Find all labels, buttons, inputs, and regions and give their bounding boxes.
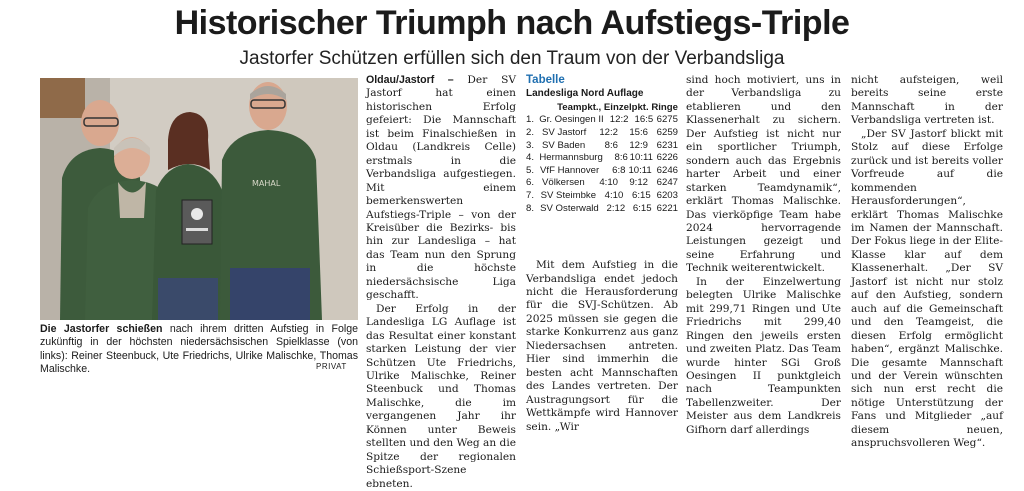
- table-header: Teampkt., Einzelpkt. Ringe: [557, 101, 678, 113]
- single-points: 6:15: [631, 189, 651, 201]
- col1-paragraph-1: Der SV Jastorf hat einen historischen Erfolg gefeiert: Die Mannschaft ist beim Finalschießen in Oldau (Landkreis Celle) erstmals in die Verbandsliga aufgestiegen. Mit einem bemerkenswerten Aufstiegs-Triple – von der Kreisüber die Bezirks- bis hin zur Landesliga – hat das Team nun den Sprung in die höchste niedersächsische Liga geschafft.: [366, 74, 516, 302]
- team-points: 4:10: [604, 189, 624, 201]
- col1-paragraph-2: Der Erfolg in der Landesliga LG Auflage ist das Resultat einer konstant starken Leistung der vier Schützen Ute Friedrichs, Ulrike Malischke, Reiner Steenbuck und Thomas Malischke, die im vergangenen Jahr ihr Können unter Beweis stellten und den Weg an die Spitze der regionalen Schießsport-Szene ebneten.: [366, 302, 516, 490]
- table-title: Tabelle: [526, 74, 565, 86]
- rings: 6275: [656, 114, 678, 126]
- single-points: 10:11: [629, 152, 653, 164]
- rank: 8.: [526, 202, 535, 214]
- col3-paragraph-1: sind hoch motiviert, uns in der Verbandsliga zu etablieren und den Klassenerhalt zu sichern. Der Aufstieg ist nicht nur ein sportlicher Triumph, sondern auch das Ergebnis harter Arbeit und einer starken Teamdynamik“, erklärt Thomas Malischke. Das vierköpfige Team habe 2024 hervorragende Leistungen gezeigt und seine Erfahrung und Technik weiterentwickelt.: [686, 74, 841, 275]
- photo-caption: [40, 323, 358, 377]
- col4-paragraph-1: nicht aufsteigen, weil bereits seine erste Mannschaft in der Verbandsliga vertreten ist.: [851, 74, 1003, 127]
- single-points: 12:9: [629, 139, 648, 151]
- caption-text: nach ihrem dritten Aufstieg in Folge zukünftig in der höchsten niedersächsischen Spielklasse (von links): Reiner Steenbuck, Ute Friedrichs, Ulrike Malischke, Thomas Malischke.: [40, 323, 358, 376]
- team: SV Osterwald: [540, 202, 599, 214]
- table-subtitle: Landesliga Nord Auflage: [526, 88, 644, 100]
- rings: 6226: [656, 152, 679, 164]
- single-points: 10:11: [628, 164, 652, 176]
- table-row: [526, 152, 678, 165]
- dateline: Oldau/Jastorf –: [366, 74, 454, 86]
- rank: 3.: [526, 139, 535, 151]
- article-column-4: [851, 74, 1003, 451]
- headline: Historischer Triumph nach Aufstiegs-Triple: [174, 4, 850, 42]
- team-points: 4:10: [599, 177, 618, 189]
- team-photo-illustration: [40, 78, 358, 320]
- team-points: 12:2: [609, 114, 629, 126]
- table-row: [526, 114, 678, 127]
- rings: 6246: [656, 164, 678, 176]
- table-row: [526, 127, 678, 140]
- rings: 6221: [656, 202, 679, 214]
- table-row: [526, 165, 678, 178]
- col3-paragraph-2: In der Einzelwertung belegten Ulrike Malischke mit 299,71 Ringen und Ute Friedrichs mit 299,40 Ringen den jeweils ersten und zweiten Platz. Das Team wurde hinter SGi Groß Oesingen II punktgleich nach Teampunkten Tabellenzweiter. Der Meister aus dem Landkreis Gifhorn darf allerdings: [686, 275, 841, 436]
- rank: 6.: [526, 177, 535, 189]
- rings: 6203: [656, 189, 678, 201]
- team: SV Baden: [542, 139, 586, 151]
- single-points: 16:5: [634, 114, 654, 126]
- team-points: 8:6: [604, 139, 618, 151]
- table-row: [526, 177, 678, 190]
- team: Hermannsburg: [539, 152, 603, 164]
- single-points: 9:12: [629, 177, 648, 189]
- col2-paragraph-1: Mit dem Aufstieg in die Verbandsliga endet jedoch nicht die Herausforderung für die SVJ-Schützen. Ab 2025 müssen sie gegen die starke Konkurrenz aus ganz Niedersachsen antreten. Hier sind immerhin die besten acht Mannschaften des Landes vertreten. Der Austragungsort für die Wettkämpfe wird Hannover sein. „Wir: [526, 259, 678, 433]
- single-points: 6:15: [632, 202, 652, 214]
- table-row: [526, 140, 678, 153]
- team-points: 2:12: [606, 202, 626, 214]
- caption-lead: Die Jastorfer schießen: [40, 323, 163, 335]
- rank: 5.: [526, 164, 535, 176]
- team: VfF Hannover: [540, 164, 600, 176]
- rank: 2.: [526, 126, 535, 138]
- rings: 6231: [656, 139, 678, 151]
- rank: 1.: [526, 114, 535, 126]
- team: Völkersen: [542, 177, 585, 189]
- team-points: 6:8: [612, 164, 626, 176]
- rings: 6247: [656, 177, 678, 189]
- rank: 7.: [526, 189, 535, 201]
- article-column-3: [686, 74, 841, 437]
- table-row: [526, 203, 678, 216]
- team-points: 12:2: [599, 126, 618, 138]
- photo-credit: PRIVAT: [316, 362, 347, 371]
- single-points: 15:6: [629, 126, 648, 138]
- col4-paragraph-2: „Der SV Jastorf blickt mit Stolz auf diese Erfolge zurück und ist bereits voller Vorfreude auf die kommenden Herausforderungen“, erklärt Thomas Malischke im Namen der Mannschaft. Der Fokus liege in der Elite-Klasse klar auf dem Klassenerhalt. „Der SV Jastorf ist nicht nur stolz auf den Aufstieg, sondern auch auf die Gemeinschaft und den Teamgeist, die diesen Erfolg ermöglicht haben“, ergänzt Malischke. Die gesamte Mannschaft und der Verein wünschten sich nun erst recht die nötige Unterstützung der Fans und Mitglieder „auf diesem neuen, anspruchsvolleren Weg“.: [851, 127, 1003, 450]
- team-photo: [40, 78, 358, 320]
- rank: 4.: [526, 152, 535, 164]
- subheadline: Jastorfer Schützen erfüllen sich den Traum von der Verbandsliga: [239, 48, 785, 69]
- team-points: 8:6: [614, 152, 628, 164]
- standings-table: [526, 114, 678, 215]
- team: Gr. Oesingen II: [539, 114, 604, 126]
- table-row: [526, 190, 678, 203]
- team: SV Steimbke: [540, 189, 597, 201]
- shirt-print: MAHAL: [252, 179, 281, 188]
- team: SV Jastorf: [542, 126, 587, 138]
- rings: 6259: [656, 126, 678, 138]
- article-column-2: [526, 74, 678, 434]
- article-column-1: [366, 74, 516, 491]
